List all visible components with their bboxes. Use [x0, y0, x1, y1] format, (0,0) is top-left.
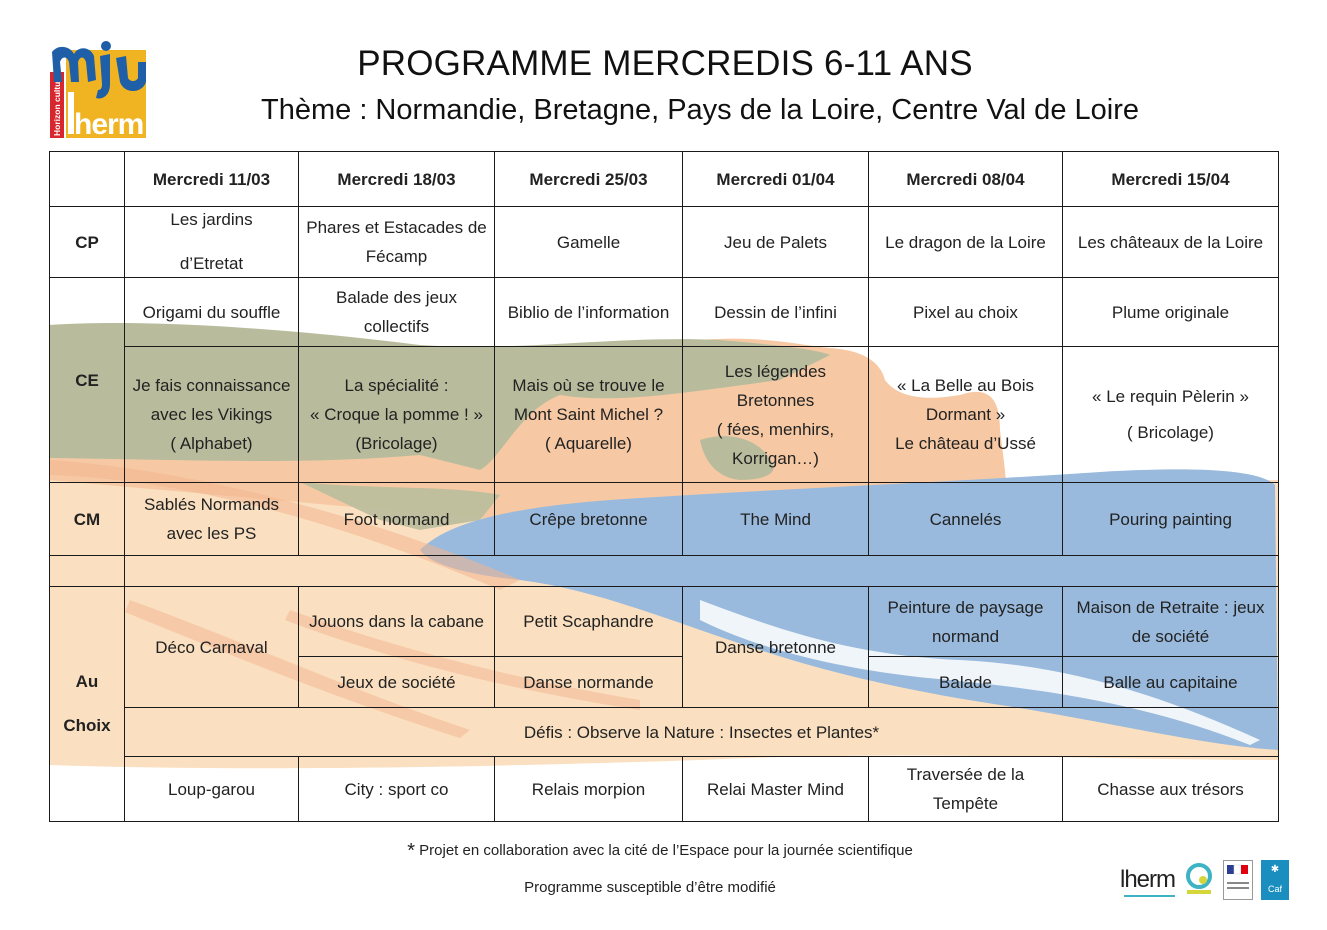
column-header: Mercredi 25/03: [495, 152, 683, 207]
activity-line: ( Bricolage): [1127, 422, 1214, 442]
activity-cell: Déco Carnaval: [125, 587, 299, 708]
activity-line: Sablés Normands: [143, 495, 280, 514]
activity-cell: [299, 278, 495, 347]
column-header: Mercredi 08/04: [869, 152, 1063, 207]
corner-cell: [50, 152, 125, 207]
activity-line: ( Alphabet): [170, 434, 253, 453]
activity-cell: Danse normande: [495, 657, 683, 708]
activity-cell: [299, 347, 495, 483]
row-ce-b: [50, 347, 1279, 483]
row-label-cm: CM: [50, 483, 125, 556]
activity-line: collectifs: [363, 317, 430, 336]
activity-line: « La Belle au Bois: [896, 376, 1035, 395]
footnote: [300, 840, 1020, 863]
activity-cell: Origami du souffle: [125, 278, 299, 347]
page-title: PROGRAMME MERCREDIS 6-11 ANS: [357, 44, 973, 83]
activity-line: Je fais connaissance: [132, 376, 291, 395]
activity-line: avec les Vikings: [150, 405, 273, 424]
activity-cell: Relai Master Mind: [683, 757, 869, 822]
activity-cell: Cannelés: [869, 483, 1063, 556]
partner-logos: [1120, 858, 1289, 902]
activity-line: « Le requin Pèlerin »: [1092, 386, 1249, 406]
activity-cell: Gamelle: [495, 207, 683, 278]
activity-cell: Danse bretonne: [683, 587, 869, 708]
mjc-lherm-logo: [46, 40, 154, 138]
activity-cell: [125, 483, 299, 556]
row-label-line: Au: [75, 672, 99, 691]
activity-cell: [869, 587, 1063, 657]
activity-cell: The Mind: [683, 483, 869, 556]
activity-cell: [1063, 587, 1279, 657]
coteaux-logo: [1183, 860, 1215, 900]
activity-line: Dormant »: [925, 405, 1006, 424]
activity-cell: Biblio de l’information: [495, 278, 683, 347]
activity-line: Les jardins: [170, 210, 253, 229]
svg-text:✱: ✱: [1270, 864, 1280, 875]
activity-line: Phares et Estacades de: [306, 218, 487, 237]
modification-note: Programme susceptible d’être modifié: [524, 879, 776, 896]
spacer-label-cell: [50, 556, 125, 587]
activity-cell: Relais morpion: [495, 757, 683, 822]
activity-line: Traversée de la: [906, 765, 1025, 784]
caf-logo: [1261, 860, 1289, 900]
row-label-ce: CE: [50, 278, 125, 483]
column-header: Mercredi 15/04: [1063, 152, 1279, 207]
activity-cell: [299, 207, 495, 278]
activity-cell: Pixel au choix: [869, 278, 1063, 347]
activity-line: ( Aquarelle): [545, 434, 632, 453]
activity-line: Balade des jeux: [336, 288, 457, 307]
activity-cell: [683, 347, 869, 483]
column-header: Mercredi 18/03: [299, 152, 495, 207]
activity-line: Bretonnes: [736, 390, 815, 410]
lherm-logo: lherm: [1120, 866, 1176, 893]
activity-cell: Balle au capitaine: [1063, 657, 1279, 708]
activity-cell: Chasse aux trésors: [1063, 757, 1279, 822]
row-choix-a: [50, 587, 1279, 657]
row-label-line: Choix: [63, 716, 111, 735]
activity-cell: [125, 207, 299, 278]
activity-line: Korrigan…): [732, 448, 819, 468]
row-cm: [50, 483, 1279, 556]
activity-line: de société: [1131, 626, 1210, 646]
page-subtitle: Thème : Normandie, Bretagne, Pays de la Loire, Centre Val de Loire: [261, 94, 1139, 126]
program-table: [49, 151, 1279, 822]
activity-cell: [869, 757, 1063, 822]
row-choix-defis: [50, 708, 1279, 757]
activity-cell: Foot normand: [299, 483, 495, 556]
row-label-cp: CP: [50, 207, 125, 278]
header-row: [50, 152, 1279, 207]
activity-line: (Bricolage): [355, 434, 438, 453]
activity-line: d’Etretat: [179, 254, 244, 273]
activity-line: Tempête: [932, 794, 999, 813]
activity-cell: Petit Scaphandre: [495, 587, 683, 657]
activity-line: Fécamp: [365, 247, 428, 266]
logo-tagline: Horizon culturel: [52, 71, 62, 136]
column-header: Mercredi 11/03: [125, 152, 299, 207]
activity-cell: Pouring painting: [1063, 483, 1279, 556]
activity-cell: [1063, 347, 1279, 483]
prefecture-logo: [1223, 860, 1253, 900]
footnote-star: *: [407, 840, 415, 862]
activity-cell: [125, 347, 299, 483]
activity-cell: Plume originale: [1063, 278, 1279, 347]
activity-line: La spécialité :: [344, 376, 449, 395]
activity-line: Peinture de paysage: [887, 597, 1044, 617]
activity-cell: Jeux de société: [299, 657, 495, 708]
activity-cell: Balade: [869, 657, 1063, 708]
activity-line: Les légendes: [724, 361, 827, 381]
spacer-row: [50, 556, 1279, 587]
activity-line: « Croque la pomme ! »: [310, 405, 483, 424]
activity-cell: [869, 347, 1063, 483]
activity-cell: Dessin de l’infini: [683, 278, 869, 347]
activity-cell: [495, 347, 683, 483]
footnote-text: Projet en collaboration avec la cité de l’Espace pour la journée scientifique: [419, 842, 913, 859]
activity-line: Maison de Retraite : jeux: [1076, 597, 1265, 617]
row-ce-a: [50, 278, 1279, 347]
activity-line: ( fées, menhirs,: [716, 419, 835, 439]
spacer-cell: [125, 556, 1279, 587]
activity-cell: Crêpe bretonne: [495, 483, 683, 556]
activity-cell: Le dragon de la Loire: [869, 207, 1063, 278]
activity-cell: Loup-garou: [125, 757, 299, 822]
defis-cell: Défis : Observe la Nature : Insectes et Plantes*: [125, 708, 1279, 757]
row-cp: [50, 207, 1279, 278]
logo-town: herm: [74, 108, 144, 138]
activity-cell: Jouons dans la cabane: [299, 587, 495, 657]
activity-cell: Jeu de Palets: [683, 207, 869, 278]
activity-cell: Les châteaux de la Loire: [1063, 207, 1279, 278]
row-label-au-choix: [50, 587, 125, 822]
svg-text:Caf: Caf: [1268, 884, 1283, 894]
logo-l-bar: [68, 92, 74, 134]
column-header: Mercredi 01/04: [683, 152, 869, 207]
activity-line: avec les PS: [166, 524, 257, 543]
activity-line: Mais où se trouve le: [512, 376, 665, 395]
logo-j-dot: [101, 41, 111, 51]
activity-line: normand: [931, 626, 1000, 646]
activity-line: Le château d’Ussé: [895, 434, 1036, 453]
activity-cell: City : sport co: [299, 757, 495, 822]
row-choix-games: [50, 757, 1279, 822]
activity-line: Mont Saint Michel ?: [513, 405, 664, 424]
